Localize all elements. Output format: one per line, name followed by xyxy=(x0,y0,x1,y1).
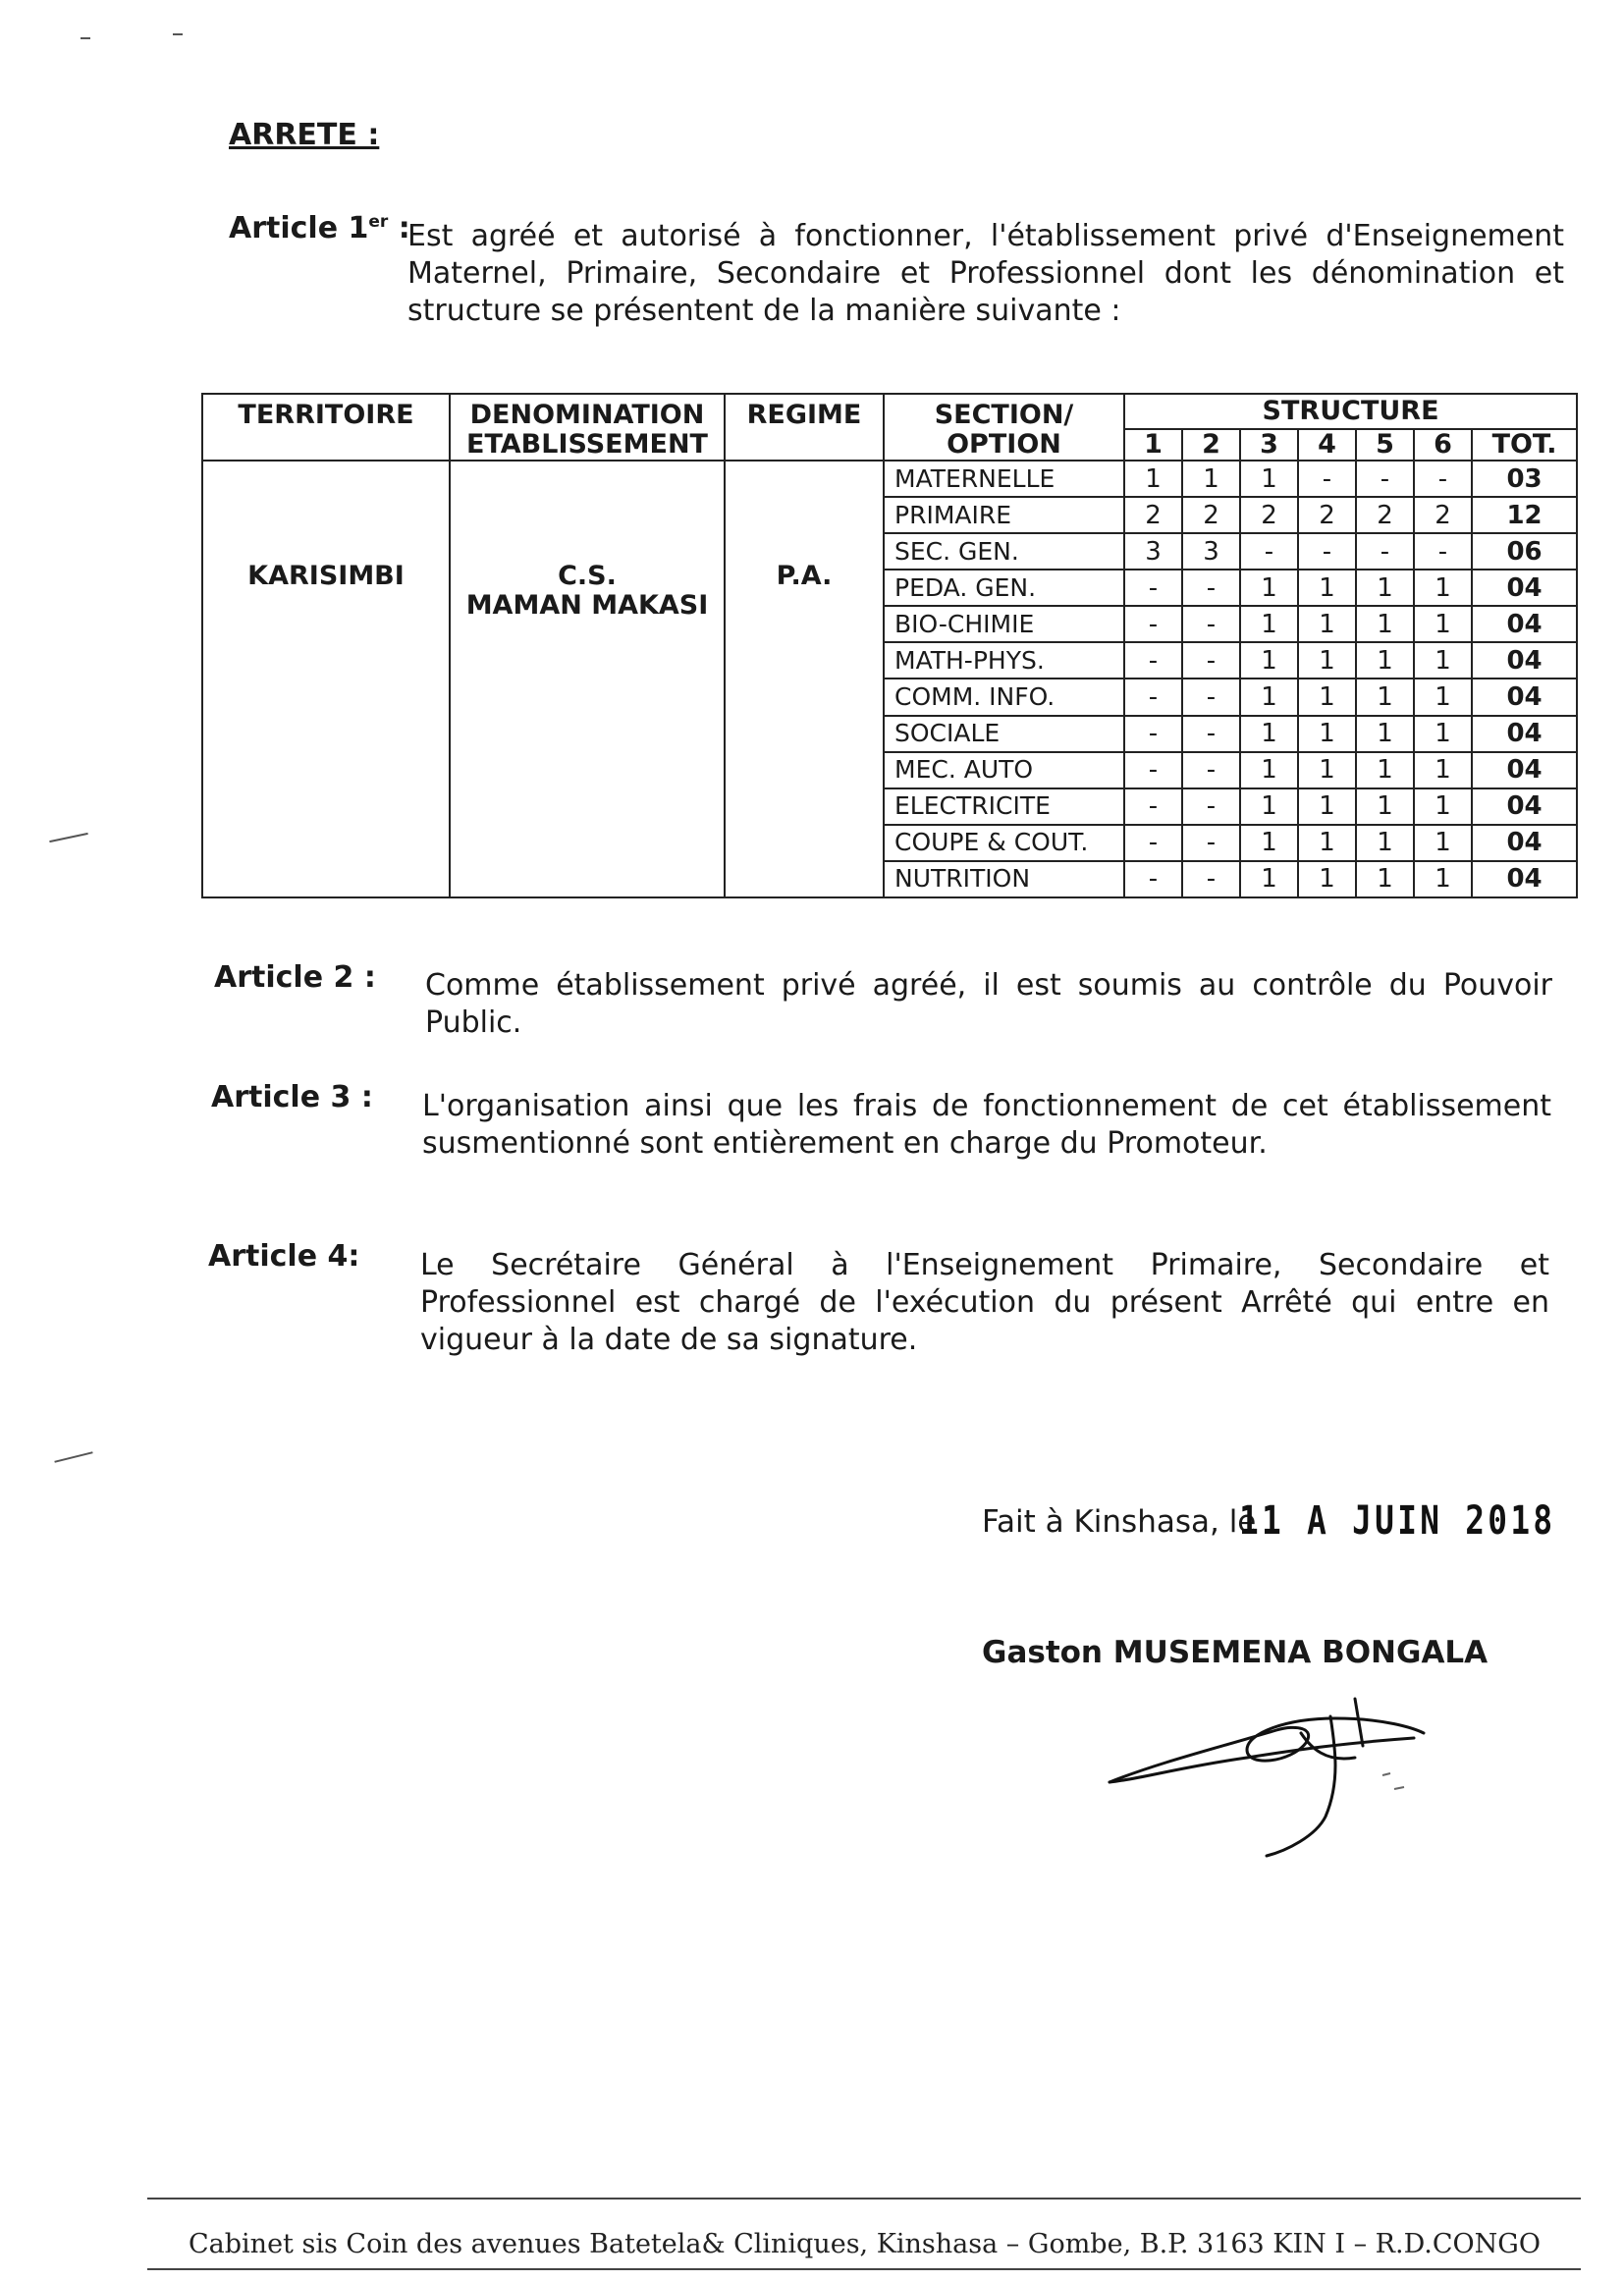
signer-name: Gaston MUSEMENA BONGALA xyxy=(982,1635,1489,1670)
value-cell: 1 xyxy=(1356,570,1414,606)
value-cell: - xyxy=(1124,570,1182,606)
footer-rule-bottom xyxy=(147,2268,1581,2270)
value-cell: - xyxy=(1182,825,1240,861)
section-cell: PEDA. GEN. xyxy=(884,570,1124,606)
section-cell: NUTRITION xyxy=(884,861,1124,897)
value-cell: 2 xyxy=(1240,497,1298,533)
value-cell: 1 xyxy=(1240,752,1298,788)
article-1-label-tail: : xyxy=(388,211,410,245)
section-cell: MATH-PHYS. xyxy=(884,642,1124,679)
value-cell: 1 xyxy=(1414,679,1472,715)
value-cell: - xyxy=(1124,825,1182,861)
header-col-2: 2 xyxy=(1182,429,1240,461)
value-cell: 1 xyxy=(1298,752,1356,788)
article-3-label: Article 3 : xyxy=(211,1080,373,1114)
etablissement-line1: C.S. xyxy=(558,561,617,591)
value-cell: 1 xyxy=(1240,679,1298,715)
value-cell: - xyxy=(1182,570,1240,606)
value-cell: 1 xyxy=(1240,642,1298,679)
total-cell: 12 xyxy=(1472,497,1577,533)
value-cell: 2 xyxy=(1124,497,1182,533)
value-cell: 1 xyxy=(1356,606,1414,642)
header-section-line2: OPTION xyxy=(947,429,1061,460)
value-cell: 1 xyxy=(1414,788,1472,825)
header-col-4: 4 xyxy=(1298,429,1356,461)
total-cell: 06 xyxy=(1472,533,1577,570)
value-cell: 1 xyxy=(1414,570,1472,606)
etablissement-line2: MAMAN MAKASI xyxy=(465,590,709,621)
article-2-label: Article 2 : xyxy=(214,960,376,995)
value-cell: 1 xyxy=(1124,461,1182,497)
value-cell: - xyxy=(1414,461,1472,497)
section-cell: BIO-CHIMIE xyxy=(884,606,1124,642)
header-denomination-line2: ETABLISSEMENT xyxy=(466,429,708,460)
etablissement-cell xyxy=(450,461,725,897)
value-cell: - xyxy=(1124,679,1182,715)
header-col-6: 6 xyxy=(1414,429,1472,461)
value-cell: 1 xyxy=(1414,642,1472,679)
total-cell: 04 xyxy=(1472,679,1577,715)
value-cell: 1 xyxy=(1298,570,1356,606)
value-cell: 1 xyxy=(1240,825,1298,861)
article-1-label-sup: er xyxy=(368,212,389,232)
total-cell: 04 xyxy=(1472,752,1577,788)
scan-mark xyxy=(173,33,183,35)
total-cell: 04 xyxy=(1472,788,1577,825)
article-3-text: L'organisation ainsi que les frais de fonctionnement de cet établissement susmentionné sont entièrement en charge du Promoteur. xyxy=(422,1089,1551,1161)
value-cell: 1 xyxy=(1240,606,1298,642)
value-cell: 1 xyxy=(1356,716,1414,752)
header-col-3: 3 xyxy=(1240,429,1298,461)
section-cell: SOCIALE xyxy=(884,716,1124,752)
article-1-text: Est agréé et autorisé à fonctionner, l'établissement privé d'Enseignement Maternel, Primaire, Secondaire et Professionnel dont les dénomination et structure se présentent de la manière suivante : xyxy=(407,219,1564,328)
date-stamp: 11 A JUIN 2018 xyxy=(1239,1498,1556,1544)
place-line: Fait à Kinshasa, le xyxy=(982,1504,1257,1540)
value-cell: 1 xyxy=(1240,716,1298,752)
value-cell: - xyxy=(1124,788,1182,825)
value-cell: 3 xyxy=(1182,533,1240,570)
value-cell: 1 xyxy=(1414,825,1472,861)
article-4-label: Article 4: xyxy=(208,1239,360,1274)
table-body xyxy=(202,461,1577,897)
total-cell: 04 xyxy=(1472,642,1577,679)
footer-rule xyxy=(147,2198,1581,2200)
scan-mark xyxy=(49,833,88,842)
total-cell: 03 xyxy=(1472,461,1577,497)
value-cell: - xyxy=(1182,861,1240,897)
territoire-cell: KARISIMBI xyxy=(202,461,450,897)
header-col-total: TOT. xyxy=(1472,429,1577,461)
value-cell: - xyxy=(1356,461,1414,497)
value-cell: - xyxy=(1182,679,1240,715)
section-cell: COMM. INFO. xyxy=(884,679,1124,715)
value-cell: 1 xyxy=(1414,861,1472,897)
value-cell: - xyxy=(1182,752,1240,788)
footer-address: Cabinet sis Coin des avenues Batetela& Cliniques, Kinshasa – Gombe, B.P. 3163 KIN I – R.D.CONGO xyxy=(189,2229,1541,2259)
value-cell: 1 xyxy=(1356,861,1414,897)
total-cell: 04 xyxy=(1472,606,1577,642)
value-cell: 1 xyxy=(1356,679,1414,715)
value-cell: 2 xyxy=(1356,497,1414,533)
value-cell: - xyxy=(1298,533,1356,570)
value-cell: - xyxy=(1182,716,1240,752)
value-cell: 1 xyxy=(1240,461,1298,497)
value-cell: 1 xyxy=(1414,716,1472,752)
article-1-label xyxy=(229,211,410,245)
header-section xyxy=(884,394,1124,461)
value-cell: 1 xyxy=(1298,606,1356,642)
total-cell: 04 xyxy=(1472,570,1577,606)
value-cell: 1 xyxy=(1240,570,1298,606)
value-cell: 1 xyxy=(1298,679,1356,715)
header-structure: STRUCTURE xyxy=(1124,394,1577,429)
page-heading: ARRETE : xyxy=(229,118,380,152)
header-section-line1: SECTION/ xyxy=(934,400,1074,430)
header-col-5: 5 xyxy=(1356,429,1414,461)
header-territoire: TERRITOIRE xyxy=(202,394,450,461)
value-cell: 1 xyxy=(1356,825,1414,861)
value-cell: 1 xyxy=(1414,752,1472,788)
value-cell: 1 xyxy=(1414,606,1472,642)
regime-cell: P.A. xyxy=(725,461,884,897)
value-cell: - xyxy=(1124,606,1182,642)
section-cell: MATERNELLE xyxy=(884,461,1124,497)
value-cell: - xyxy=(1124,752,1182,788)
value-cell: 2 xyxy=(1414,497,1472,533)
header-denomination-line1: DENOMINATION xyxy=(469,400,705,430)
value-cell: 3 xyxy=(1124,533,1182,570)
header-col-1: 1 xyxy=(1124,429,1182,461)
scan-mark xyxy=(81,37,90,39)
value-cell: 1 xyxy=(1298,642,1356,679)
value-cell: 2 xyxy=(1298,497,1356,533)
value-cell: - xyxy=(1356,533,1414,570)
value-cell: - xyxy=(1298,461,1356,497)
total-cell: 04 xyxy=(1472,825,1577,861)
value-cell: - xyxy=(1182,642,1240,679)
total-cell: 04 xyxy=(1472,716,1577,752)
signature xyxy=(1100,1689,1453,1870)
article-2-text: Comme établissement privé agréé, il est soumis au contrôle du Pouvoir Public. xyxy=(425,968,1552,1040)
section-cell: PRIMAIRE xyxy=(884,497,1124,533)
value-cell: - xyxy=(1414,533,1472,570)
value-cell: 1 xyxy=(1298,716,1356,752)
value-cell: - xyxy=(1124,642,1182,679)
value-cell: - xyxy=(1240,533,1298,570)
value-cell: - xyxy=(1124,716,1182,752)
value-cell: 1 xyxy=(1298,825,1356,861)
value-cell: 1 xyxy=(1356,752,1414,788)
section-cell: MEC. AUTO xyxy=(884,752,1124,788)
value-cell: 1 xyxy=(1240,788,1298,825)
section-cell: ELECTRICITE xyxy=(884,788,1124,825)
value-cell: 2 xyxy=(1182,497,1240,533)
value-cell: - xyxy=(1182,788,1240,825)
value-cell: - xyxy=(1182,606,1240,642)
value-cell: 1 xyxy=(1182,461,1240,497)
total-cell: 04 xyxy=(1472,861,1577,897)
section-cell: SEC. GEN. xyxy=(884,533,1124,570)
value-cell: 1 xyxy=(1356,642,1414,679)
value-cell: 1 xyxy=(1356,788,1414,825)
header-denomination xyxy=(450,394,725,461)
article-4-text: Le Secrétaire Général à l'Enseignement Primaire, Secondaire et Professionnel est chargé de l'exécution du présent Arrêté qui entre en vigueur à la date de sa signature. xyxy=(420,1248,1549,1357)
section-cell: COUPE & COUT. xyxy=(884,825,1124,861)
value-cell: 1 xyxy=(1298,861,1356,897)
article-1-label-text: Article 1 xyxy=(229,211,369,245)
scan-mark xyxy=(54,1451,92,1463)
value-cell: - xyxy=(1124,861,1182,897)
value-cell: 1 xyxy=(1298,788,1356,825)
value-cell: 1 xyxy=(1240,861,1298,897)
structure-table xyxy=(201,393,1576,898)
header-regime: REGIME xyxy=(725,394,884,461)
signature-drawing xyxy=(1100,1689,1453,1866)
